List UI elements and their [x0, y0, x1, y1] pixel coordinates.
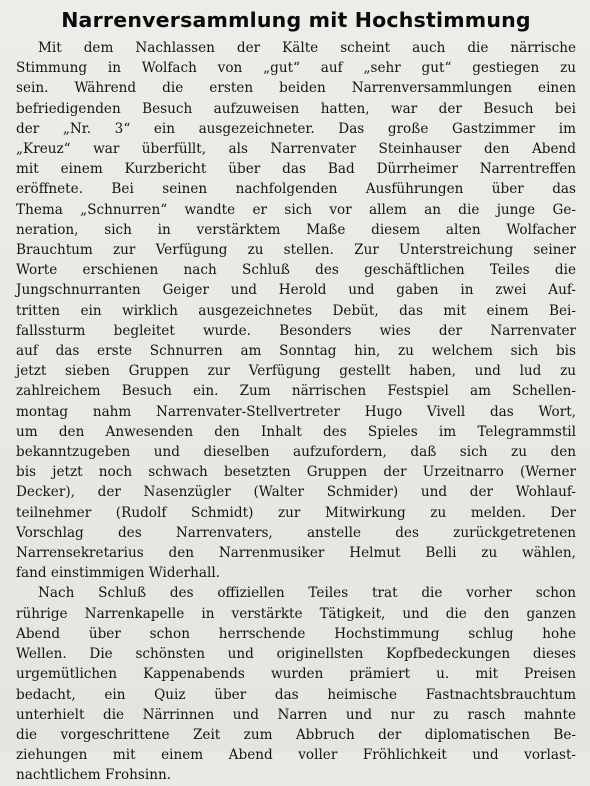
text-line: eröffnete. Bei seinen nachfolgenden Ausführungen über das: [16, 181, 576, 198]
text-line: neration, sich in verstärktem Maße diesem alten Wolfacher: [16, 221, 576, 238]
article-headline: Narrenversammlung mit Hochstimmung: [61, 8, 531, 32]
text-line: jetzt sieben Gruppen zur Verfügung gestellt haben, und lud zu: [16, 363, 576, 380]
text-line: zahlreichem Besuch ein. Zum närrischen Festspiel am Schellen-: [16, 383, 576, 400]
text-line: Nach Schluß des offiziellen Teiles trat die vorher schon: [38, 585, 576, 602]
text-line: tritten ein wirklich ausgezeichnetes Debüt, das mit einem Bei-: [16, 302, 576, 319]
text-line: mit einem Kurzbericht über das Bad Dürrheimer Narrentreffen: [16, 161, 576, 178]
text-line: „Kreuz“ war überfüllt, als Narrenvater Steinhauser den Abend: [16, 141, 576, 158]
text-line: rührige Narrenkapelle in verstärkte Tätigkeit, und die den ganzen: [16, 605, 576, 622]
article-paragraph-2: [16, 583, 576, 785]
text-line: ziehungen mit einem Abend voller Fröhlichkeit und vorlast-: [16, 747, 576, 764]
article-paragraph-1: [16, 38, 576, 583]
text-line: Abend über schon herrschende Hochstimmung schlug hohe: [16, 625, 576, 642]
text-line: Mit dem Nachlassen der Kälte scheint auch die närrische: [38, 40, 576, 56]
text-line: bekanntzugeben und dieselben aufzufordern, daß sich zu den: [16, 444, 576, 461]
text-line: unterhielt die Närrinnen und Narren und nur zu rasch mahnte: [16, 706, 576, 723]
text-line: Stimmung in Wolfach von „gut“ auf „sehr gut“ gestiegen zu: [16, 60, 576, 77]
text-line: Vorschlag des Narrenvaters, anstelle des zurückgetretenen: [16, 524, 576, 541]
text-line: die vorgeschrittene Zeit zum Abbruch der diplomatischen Be-: [16, 726, 576, 743]
article-body: [16, 38, 576, 786]
text-line: sein. Während die ersten beiden Narrenversammlungen einen: [16, 80, 576, 97]
text-line: Decker), der Nasenzügler (Walter Schmider) und der Wohlauf-: [16, 484, 576, 501]
text-line: teilnehmer (Rudolf Schmidt) zur Mitwirkung zu melden. Der: [16, 504, 576, 521]
text-line: nachtlichem Frohsinn.: [16, 767, 172, 784]
text-line: Brauchtum zur Verfügung zu stellen. Zur Unterstreichung seiner: [16, 242, 576, 259]
text-line: um den Anwesenden den Inhalt des Spieles im Telegrammstil: [16, 423, 576, 440]
text-line: befriedigenden Besuch aufzuweisen hatten, war der Besuch bei: [16, 100, 576, 117]
text-line: Narrensekretarius den Narrenmusiker Helmut Belli zu wählen,: [16, 545, 576, 562]
text-line: urgemütlichen Kappenabends wurden prämiert u. mit Preisen: [16, 666, 576, 683]
text-line: bis jetzt noch schwach besetzten Gruppen der Urzeitnarro (Werner: [16, 464, 576, 481]
text-line: Jungschnurranten Geiger und Herold und gaben in zwei Auf-: [16, 282, 576, 299]
text-line: der „Nr. 3“ ein ausgezeichneter. Das große Gastzimmer im: [16, 120, 576, 137]
text-line: Worte erschienen nach Schluß des geschäftlichen Teiles die: [16, 262, 576, 279]
text-line: bedacht, ein Quiz über das heimische Fastnachtsbrauchtum: [16, 686, 576, 703]
text-line: auf das erste Schnurren am Sonntag hin, zu welchem sich bis: [16, 343, 576, 360]
text-line: fand einstimmigen Widerhall.: [16, 565, 220, 582]
text-line: montag nahm Narrenvater-Stellvertreter Hugo Vivell das Wort,: [16, 403, 576, 420]
text-line: fallssturm begleitet wurde. Besonders wies der Narrenvater: [16, 322, 576, 339]
text-line: Wellen. Die schönsten und originellsten Kopfbedeckungen dieses: [16, 646, 576, 663]
text-line: Thema „Schnurren“ wandte er sich vor allem an die junge Ge-: [16, 201, 576, 218]
